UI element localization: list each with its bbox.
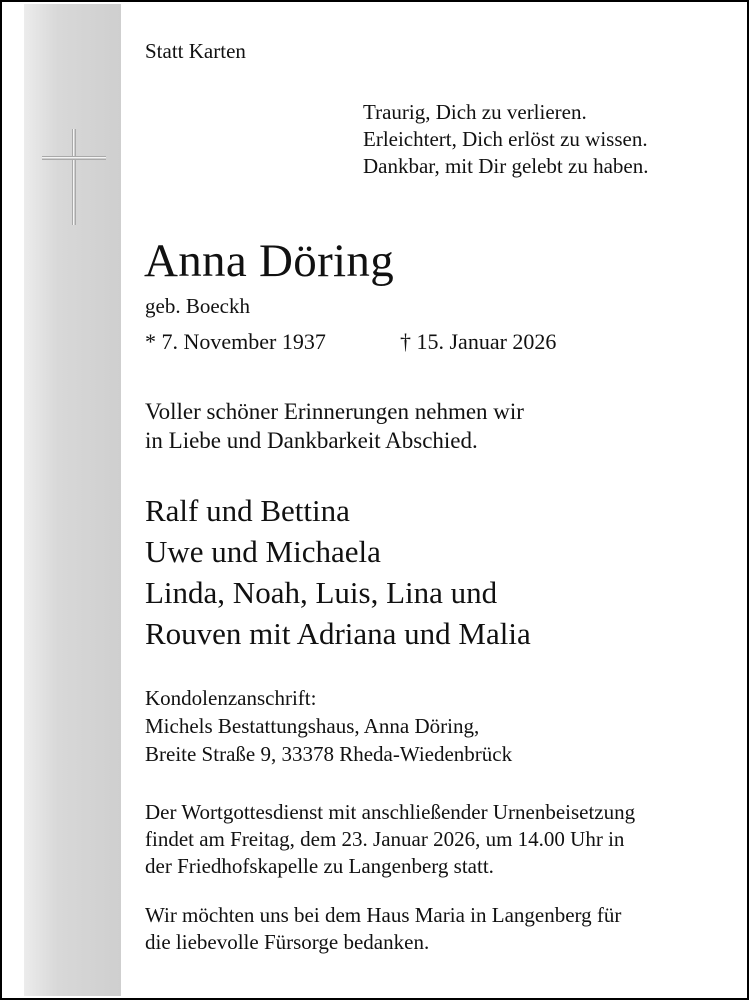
maiden-name: geb. Boeckh bbox=[145, 294, 250, 318]
family-line: Rouven mit Adriana und Malia bbox=[145, 616, 531, 651]
family-line: Uwe und Michaela bbox=[145, 534, 381, 569]
farewell-text bbox=[145, 397, 524, 455]
statt-karten-note: Statt Karten bbox=[145, 39, 246, 63]
quote-line: Traurig, Dich zu verlieren. bbox=[363, 100, 587, 124]
death-date: † 15. Januar 2026 bbox=[400, 329, 557, 354]
family-names bbox=[145, 490, 531, 654]
address-line: Kondolenzanschrift: bbox=[145, 686, 317, 710]
thanks-note bbox=[145, 902, 621, 956]
thanks-line: Wir möchten uns bei dem Haus Maria in Langenberg für bbox=[145, 903, 622, 927]
condolence-address bbox=[145, 684, 512, 768]
quote-line: Erleichtert, Dich erlöst zu wissen. bbox=[363, 127, 648, 151]
deceased-name: Anna Döring bbox=[144, 235, 395, 287]
thanks-line: die liebevolle Fürsorge bedanken. bbox=[145, 930, 430, 954]
family-line: Ralf und Bettina bbox=[145, 493, 350, 528]
address-line: Michels Bestattungshaus, Anna Döring, bbox=[145, 714, 480, 738]
cross-icon bbox=[42, 129, 106, 225]
service-info bbox=[145, 799, 635, 880]
service-line: der Friedhofskapelle zu Langenberg statt. bbox=[145, 854, 494, 878]
address-line: Breite Straße 9, 33378 Rheda-Wiedenbrück bbox=[145, 742, 513, 766]
quote-line: Dankbar, mit Dir gelebt zu haben. bbox=[363, 154, 649, 178]
family-line: Linda, Noah, Luis, Lina und bbox=[145, 575, 498, 610]
service-line: Der Wortgottesdienst mit anschließender Urnenbeisetzung bbox=[145, 800, 636, 824]
memorial-quote bbox=[363, 99, 648, 180]
birth-date: * 7. November 1937 bbox=[145, 329, 326, 354]
farewell-line: in Liebe und Dankbarkeit Abschied. bbox=[145, 428, 478, 453]
service-line: findet am Freitag, dem 23. Januar 2026, um 14.00 Uhr in bbox=[145, 827, 625, 851]
farewell-line: Voller schöner Erinnerungen nehmen wir bbox=[145, 399, 524, 424]
